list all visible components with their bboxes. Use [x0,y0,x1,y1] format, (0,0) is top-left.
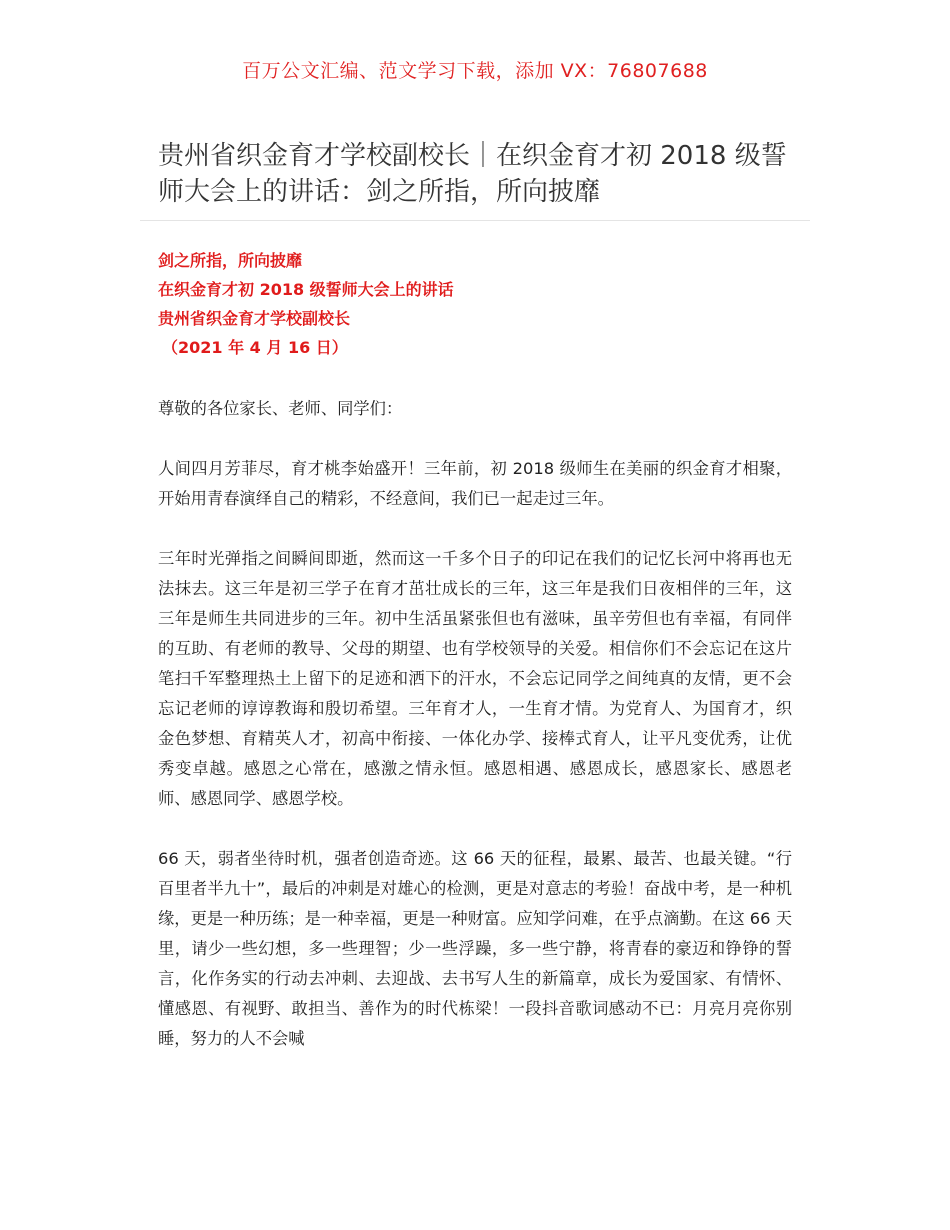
subtitle-occasion: 在织金育才初 2018 级誓师大会上的讲话 [158,280,454,299]
body-paragraph: 66 天，弱者坐待时机，强者创造奇迹。这 66 天的征程，最累、最苦、也最关键。“行百里者半九十”，最后的冲刺是对雄心的检测，更是对意志的考验！奋战中考，是一种机缘，更是一种历练；是一种幸福，更是一种财富。应知学问难，在乎点滴勤。在这 66 天里，请少一些幻想，多一些理智；少一些浮躁，多一些宁静，将青春的豪迈和铮铮的誓言，化作务实的行动去冲刺、去迎战、去书写人生的新篇章，成长为爱国家、有情怀、懂感恩、有视野、敢担当、善作为的时代栋梁！一段抖音歌词感动不已：月亮月亮你别睡，努力的人不会喊 [158,849,792,1048]
article-title: 贵州省织金育才学校副校长｜在织金育才初 2018 级誓师大会上的讲话：剑之所指，所向披靡 [158,141,787,207]
body-paragraph: 三年时光弹指之间瞬间即逝，然而这一千多个日子的印记在我们的记忆长河中将再也无法抹去。这三年是初三学子在育才茁壮成长的三年，这三年是我们日夜相伴的三年，这三年是师生共同进步的三年。初中生活虽紧张但也有滋味，虽辛劳但也有幸福，有同伴的互助、有老师的教导、父母的期望、也有学校领导的关爱。相信你们不会忘记在这片笔扫千军整理热土上留下的足迹和洒下的汗水，不会忘记同学之间纯真的友情，更不会忘记老师的谆谆教诲和殷切希望。三年育才人，一生育才情。为党育人、为国育才，织金色梦想、育精英人才，初高中衔接、一体化办学、接棒式育人，让平凡变优秀，让优秀变卓越。感恩之心常在，感激之情永恒。感恩相遇、感恩成长，感恩家长、感恩老师、感恩同学、感恩学校。 [158,549,792,808]
download-banner: 百万公文汇编、范文学习下载，添加 VX：76807688 [242,60,708,82]
subtitle-slogan: 剑之所指，所向披靡 [158,251,303,270]
subtitle-date: （2021 年 4 月 16 日） [162,338,348,357]
salutation-paragraph: 尊敬的各位家长、老师、同学们： [158,399,403,418]
article-body [158,394,792,1084]
title-divider [140,220,810,221]
subtitle-speaker: 贵州省织金育才学校副校长 [158,309,351,328]
subtitle-block [158,246,798,362]
body-paragraph: 人间四月芳菲尽，育才桃李始盛开！三年前，初 2018 级师生在美丽的织金育才相聚，开始用青春演绎自己的精彩，不经意间，我们已一起走过三年。 [158,459,792,508]
